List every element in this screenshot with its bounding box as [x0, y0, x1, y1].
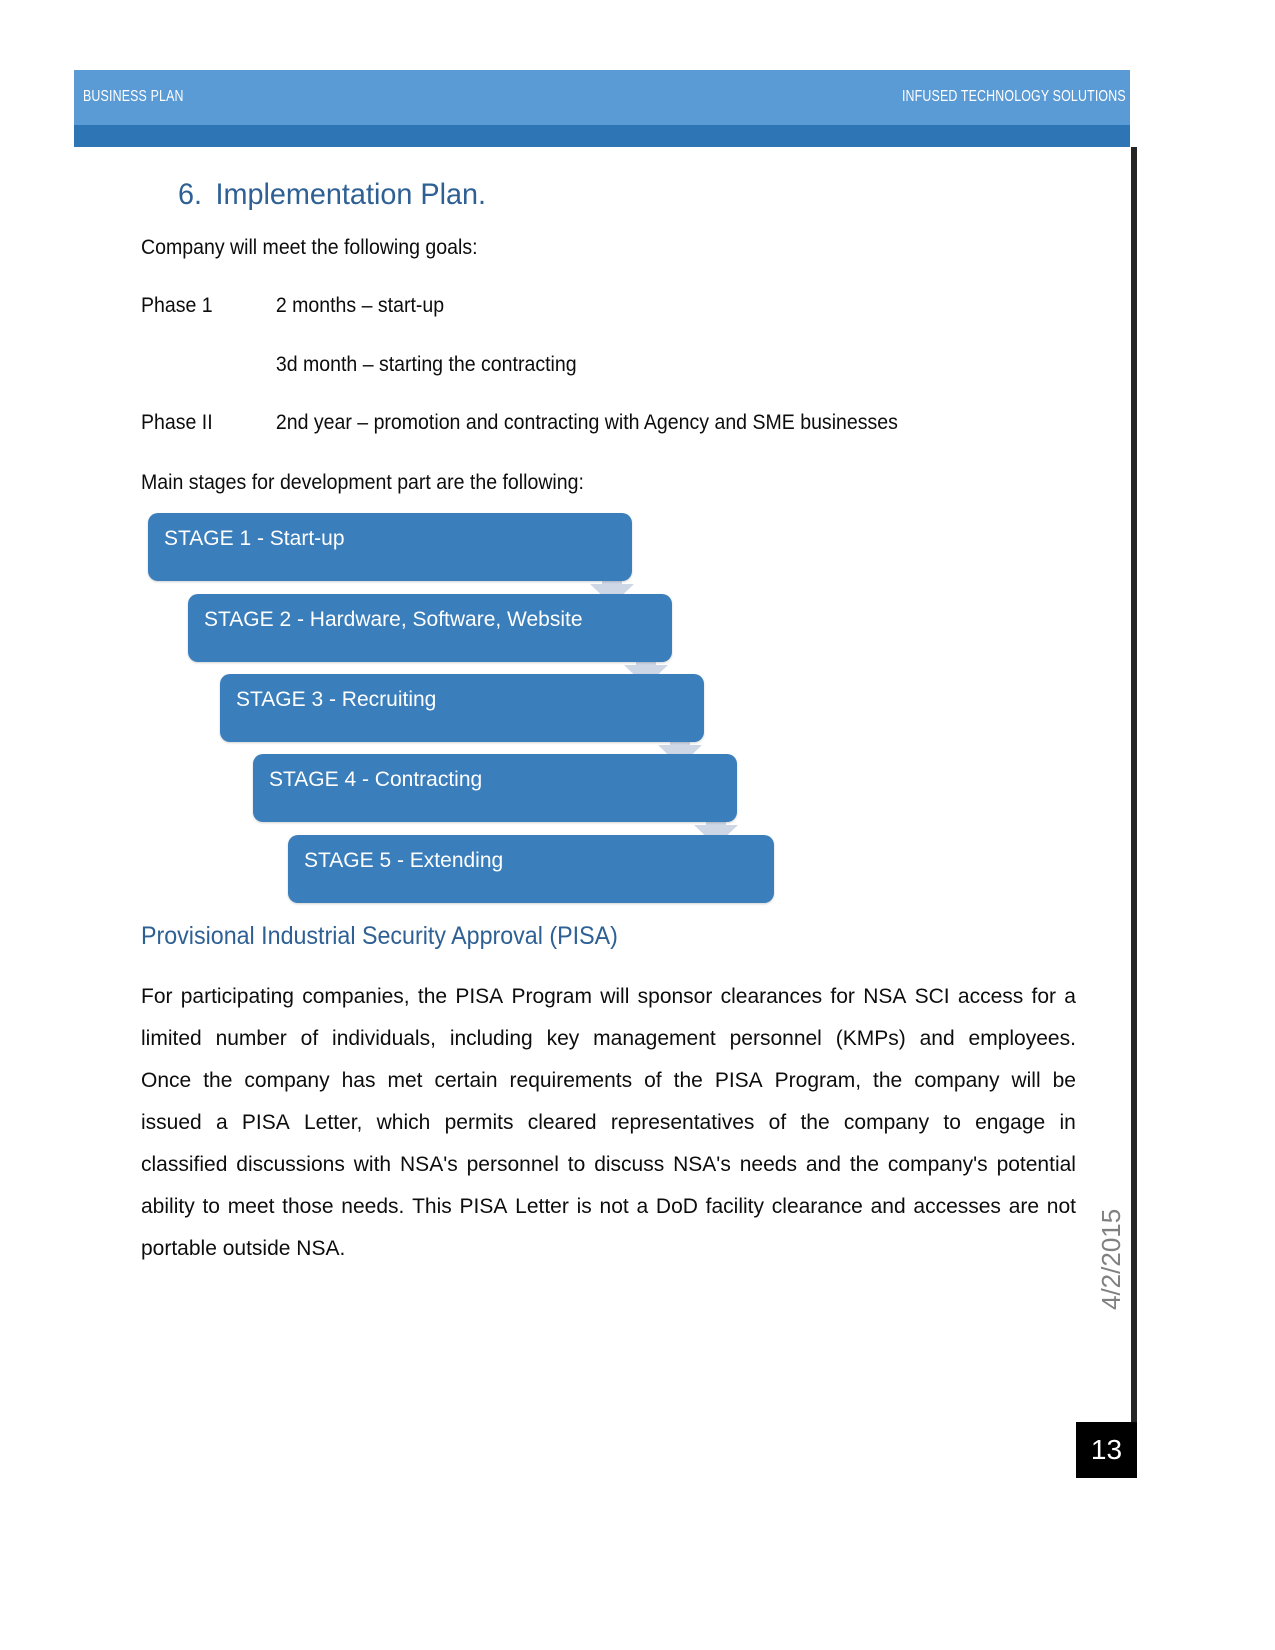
body-word: in: [1059, 1111, 1076, 1134]
body-word: PISA: [459, 1195, 508, 1218]
body-word: NSA: [863, 985, 907, 1008]
body-word: the: [417, 985, 448, 1008]
body-word: facility: [705, 1195, 765, 1218]
body-word: needs.: [341, 1195, 405, 1218]
right-margin-rule: [1131, 147, 1137, 1457]
body-word: individuals,: [332, 1027, 436, 1050]
stages-intro-paragraph: Main stages for development part are the following:: [141, 471, 584, 494]
stage-1-label: STAGE 1 - Start-up: [164, 527, 345, 550]
body-word: management: [593, 1027, 716, 1050]
body-line-4: [141, 1102, 1076, 1144]
body-word: will: [600, 985, 630, 1008]
body-word: including: [449, 1027, 533, 1050]
stage-box-2[interactable]: [188, 594, 672, 662]
body-word: PISA: [455, 985, 504, 1008]
body-word: with: [353, 1153, 392, 1176]
section-title-text: Implementation Plan.: [215, 178, 487, 211]
page-header-accent-band: [74, 125, 1130, 147]
phase-3-label: Phase II: [141, 411, 213, 434]
body-word: met: [387, 1069, 423, 1092]
body-word: the: [873, 1069, 903, 1092]
body-word: issued: [141, 1111, 202, 1134]
body-word: a: [215, 1111, 228, 1134]
body-word: which: [376, 1111, 431, 1134]
body-word: to: [202, 1195, 220, 1218]
stage-box-5[interactable]: [288, 835, 774, 903]
body-word: Once: [141, 1069, 192, 1092]
body-line-5: [141, 1144, 1076, 1186]
stage-box-4[interactable]: [253, 754, 737, 822]
body-word: discuss: [594, 1153, 665, 1176]
phase-1-text: 2 months – start-up: [275, 294, 445, 317]
body-word: PISA: [714, 1069, 763, 1092]
header-left-label: BUSINESS PLAN: [83, 88, 184, 105]
body-word: representatives: [610, 1111, 755, 1134]
body-line-3: [141, 1060, 1076, 1102]
footer-date: 4/2/2015: [1096, 1208, 1126, 1310]
body-word: number: [215, 1027, 287, 1050]
body-word: limited: [141, 1027, 202, 1050]
body-word: are: [1008, 1195, 1040, 1218]
body-word: (KMPs): [835, 1027, 906, 1050]
body-word: company's: [887, 1153, 988, 1176]
subsection-heading: Provisional Industrial Security Approval (PISA): [141, 922, 618, 950]
body-word: permits: [444, 1111, 514, 1134]
section-number: 6.: [178, 178, 203, 211]
body-word: participating: [180, 985, 294, 1008]
phase-row-1: [141, 294, 444, 318]
phase-2-text: 3d month – starting the contracting: [275, 353, 577, 376]
body-word: Program: [511, 985, 592, 1008]
body-word: is: [576, 1195, 592, 1218]
body-word: Program,: [774, 1069, 862, 1092]
body-word: to: [567, 1153, 586, 1176]
body-word: for: [830, 985, 855, 1008]
body-word: not: [599, 1195, 629, 1218]
body-word: has: [341, 1069, 376, 1092]
body-word: of: [768, 1111, 787, 1134]
body-word: and: [870, 1195, 906, 1218]
body-word: personnel: [729, 1027, 822, 1050]
page-number-badge: 13: [1076, 1422, 1137, 1478]
body-word: company: [914, 1069, 1000, 1092]
body-word: the: [203, 1069, 233, 1092]
body-word: access: [957, 985, 1024, 1008]
stage-5-label: STAGE 5 - Extending: [304, 849, 504, 872]
stage-4-label: STAGE 4 - Contracting: [269, 768, 483, 791]
body-word: of: [300, 1027, 319, 1050]
body-word: Letter: [515, 1195, 569, 1218]
body-word: company: [843, 1111, 930, 1134]
body-word: and: [919, 1027, 955, 1050]
body-word: will: [1011, 1069, 1041, 1092]
body-line-7: [141, 1228, 1076, 1270]
body-word: potential: [996, 1153, 1076, 1176]
body-word: DoD: [655, 1195, 698, 1218]
body-word: for: [1031, 985, 1057, 1008]
body-word: NSA's: [673, 1153, 731, 1176]
phase-1-label: Phase 1: [141, 294, 213, 317]
body-line-1: [141, 976, 1076, 1018]
body-word: companies,: [302, 985, 410, 1008]
phase-3-text: 2nd year – promotion and contracting with Agency and SME businesses: [275, 411, 898, 434]
body-word: Letter,: [304, 1111, 363, 1134]
body-word: a: [636, 1195, 649, 1218]
stage-3-label: STAGE 3 - Recruiting: [236, 688, 437, 711]
body-word: company: [244, 1069, 330, 1092]
body-word: requirements: [509, 1069, 633, 1092]
body-word: accesses: [913, 1195, 1001, 1218]
body-word: discussions: [236, 1153, 345, 1176]
body-word: not: [1046, 1195, 1076, 1218]
body-word: sponsor: [637, 985, 713, 1008]
body-word: a: [1064, 985, 1076, 1008]
body-word: of: [644, 1069, 662, 1092]
body-word: to: [943, 1111, 961, 1134]
body-word: NSA's: [400, 1153, 458, 1176]
body-line-7-text: portable outside NSA.: [141, 1237, 346, 1260]
body-word: SCI: [914, 985, 950, 1008]
body-paragraph: [141, 976, 1076, 1270]
body-word: This: [412, 1195, 452, 1218]
phase-row-3: [141, 411, 898, 435]
phase-row-2: [141, 353, 577, 377]
body-word: personnel: [466, 1153, 559, 1176]
body-word: be: [1052, 1069, 1076, 1092]
stage-2-label: STAGE 2 - Hardware, Software, Website: [204, 608, 583, 631]
body-word: the: [673, 1069, 703, 1092]
body-word: PISA: [241, 1111, 290, 1134]
header-right-label: INFUSED TECHNOLOGY SOLUTIONS: [902, 88, 1126, 105]
body-line-2: [141, 1018, 1076, 1060]
stage-box-3[interactable]: [220, 674, 704, 742]
body-word: clearance: [771, 1195, 863, 1218]
page-header-band: [74, 70, 1130, 125]
body-word: employees.: [968, 1027, 1076, 1050]
body-line-6: [141, 1186, 1076, 1228]
body-word: engage: [975, 1111, 1046, 1134]
body-word: the: [800, 1111, 830, 1134]
body-word: ability: [141, 1195, 195, 1218]
page-title: [178, 178, 486, 212]
body-word: certain: [434, 1069, 498, 1092]
body-word: key: [546, 1027, 580, 1050]
intro-paragraph: Company will meet the following goals:: [141, 236, 478, 259]
stage-box-1[interactable]: [148, 513, 632, 581]
body-word: cleared: [527, 1111, 597, 1134]
body-word: the: [849, 1153, 880, 1176]
body-word: needs: [739, 1153, 797, 1176]
body-word: those: [282, 1195, 334, 1218]
body-word: and: [805, 1153, 841, 1176]
body-word: clearances: [720, 985, 823, 1008]
body-word: classified: [141, 1153, 228, 1176]
body-word: For: [141, 985, 173, 1008]
body-word: meet: [227, 1195, 275, 1218]
